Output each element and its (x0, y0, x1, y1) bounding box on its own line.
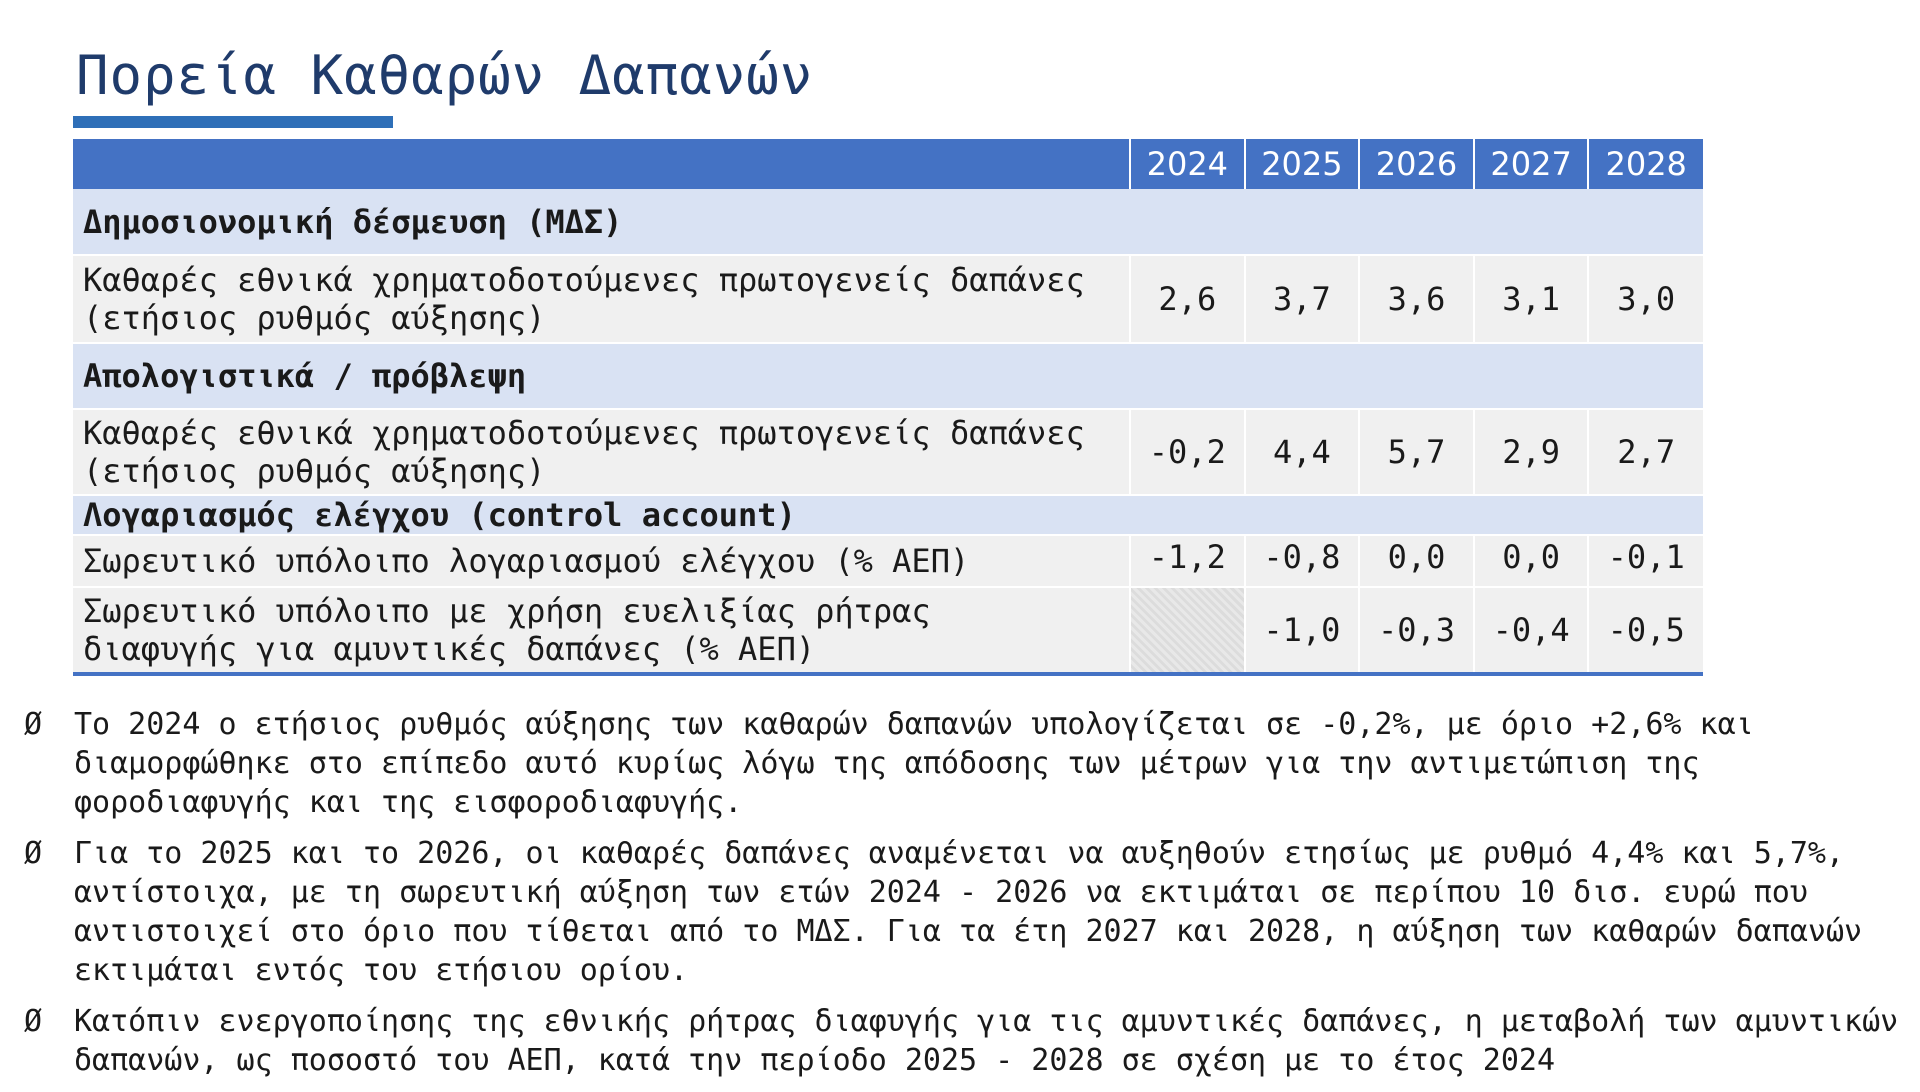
table-cell: 3,6 (1359, 255, 1474, 343)
bullet-text: Το 2024 ο ετήσιος ρυθμός αύξησης των καθαρών δαπανών υπολογίζεται σε -0,2%, με όριο +2,6% και διαμορφώθηκε στο επίπεδο αυτό κυρίως λόγω της απόδοσης των μέτρων για την αντιμετώπιση της φοροδιαφυγής και της εισφοροδιαφυγής. (74, 707, 1754, 820)
table-cell-empty (1130, 587, 1245, 674)
table-cell: 2,6 (1130, 255, 1245, 343)
table-cell: 0,0 (1359, 535, 1474, 587)
header-year: 2024 (1130, 139, 1245, 189)
table-cell: 5,7 (1359, 409, 1474, 495)
header-year: 2027 (1474, 139, 1589, 189)
row-label (73, 255, 1130, 343)
table-cell: 2,9 (1474, 409, 1589, 495)
expenditure-table (73, 139, 1703, 676)
section-heading: Δημοσιονομική δέσμευση (ΜΔΣ) (73, 189, 1703, 255)
bullet-text: Για το 2025 και το 2026, οι καθαρές δαπάνες αναμένεται να αυξηθούν ετησίως με ρυθμό 4,4% και 5,7%, αντίστοιχα, με τη σωρευτική αύξηση των ετών 2024 - 2026 να εκτιμάται σε περίπου 10 δισ. ευρώ που αντιστοιχεί στο όριο που τίθεται από το ΜΔΣ. Για τα έτη 2027 και 2028, η αύξηση των καθαρών δαπανών εκτιμάται εντός του ετήσιου ορίου. (74, 836, 1863, 988)
title-underline (73, 116, 393, 128)
table-cell: 4,4 (1245, 409, 1360, 495)
table-cell: -0,8 (1245, 535, 1360, 587)
table-cell: -0,2 (1130, 409, 1245, 495)
bullet-list (24, 705, 1904, 1092)
table-cell: -0,4 (1474, 587, 1589, 674)
bullet-item (24, 1002, 1904, 1080)
header-year: 2026 (1359, 139, 1474, 189)
section-heading: Λογαριασμός ελέγχου (control account) (73, 495, 1703, 535)
section-heading: Απολογιστικά / πρόβλεψη (73, 343, 1703, 409)
table-cell: 3,1 (1474, 255, 1589, 343)
row-label-line: διαφυγής για αμυντικές δαπάνες (% ΑΕΠ) (83, 630, 816, 668)
table-cell: -1,0 (1245, 587, 1360, 674)
section-heading-row (73, 495, 1703, 535)
bullet-arrow-icon: Ø (24, 1004, 43, 1039)
page-title: Πορεία Καθαρών Δαπανών (76, 44, 814, 107)
table-cell: -0,5 (1588, 587, 1703, 674)
bullet-item (24, 705, 1904, 822)
row-label (73, 535, 1130, 587)
section-heading-row (73, 343, 1703, 409)
table-cell: -0,1 (1588, 535, 1703, 587)
table-cell: 3,0 (1588, 255, 1703, 343)
bullet-arrow-icon: Ø (24, 707, 43, 742)
row-label (73, 409, 1130, 495)
section-heading-row (73, 189, 1703, 255)
table-cell: 3,7 (1245, 255, 1360, 343)
table-cell: -0,3 (1359, 587, 1474, 674)
table-header-row (73, 139, 1703, 189)
table-cell: 2,7 (1588, 409, 1703, 495)
table-row (73, 409, 1703, 495)
table-cell: -1,2 (1130, 535, 1245, 587)
row-label (73, 587, 1130, 674)
bullet-text: Κατόπιν ενεργοποίησης της εθνικής ρήτρας διαφυγής για τις αμυντικές δαπάνες, η μεταβολή των αμυντικών δαπανών, ως ποσοστό του ΑΕΠ, κατά την περίοδο 2025 - 2028 σε σχέση με το έτος 2024 (74, 1004, 1899, 1078)
table-row (73, 255, 1703, 343)
bullet-arrow-icon: Ø (24, 836, 43, 871)
table-row (73, 535, 1703, 587)
row-label-line: Καθαρές εθνικά χρηματοδοτούμενες πρωτογενείς δαπάνες (83, 414, 1085, 452)
table-row (73, 587, 1703, 674)
header-year: 2025 (1245, 139, 1360, 189)
row-label-line: Σωρευτικό υπόλοιπο με χρήση ευελιξίας ρήτρας (83, 592, 931, 630)
row-label-line: (ετήσιος ρυθμός αύξησης) (83, 299, 546, 337)
row-label-line: Σωρευτικό υπόλοιπο λογαριασμού ελέγχου (% ΑΕΠ) (83, 542, 970, 580)
header-year: 2028 (1588, 139, 1703, 189)
table-cell: 0,0 (1474, 535, 1589, 587)
row-label-line: (ετήσιος ρυθμός αύξησης) (83, 452, 546, 490)
row-label-line: Καθαρές εθνικά χρηματοδοτούμενες πρωτογενείς δαπάνες (83, 261, 1085, 299)
bullet-item (24, 834, 1904, 990)
header-blank (73, 139, 1130, 189)
